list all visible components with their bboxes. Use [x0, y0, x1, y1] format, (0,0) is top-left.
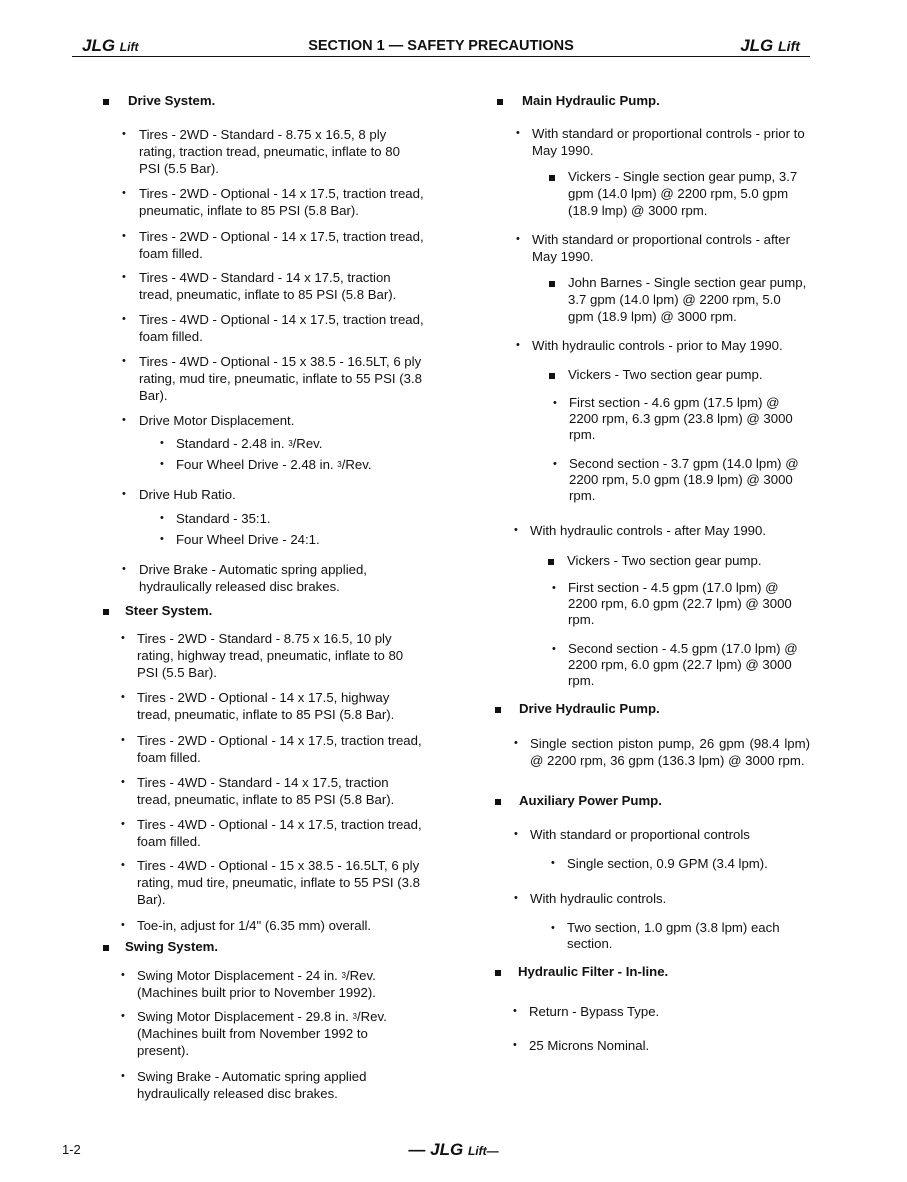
list-item: Tires - 4WD - Optional - 14 x 17.5, traction tread, foam filled. — [137, 817, 422, 849]
footer-logo: — JLG Lift— — [408, 1140, 499, 1159]
list-item: Vickers - Two section gear pump. — [567, 553, 762, 568]
list-item: With standard or proportional controls — [530, 827, 750, 842]
list-item: Tires - 2WD - Standard - 8.75 x 16.5, 10 ply rating, highway tread, pneumatic, inflate to 80 PSI (5.5 Bar). — [137, 631, 404, 680]
list-item: Drive Motor Displacement. — [139, 413, 295, 428]
section-bullet — [497, 99, 503, 105]
sub-bullet — [548, 559, 554, 565]
list-item: With standard or proportional controls - after May 1990. — [532, 232, 791, 264]
bullet: • — [121, 818, 125, 830]
list-item: With hydraulic controls - prior to May 1990. — [532, 338, 783, 353]
list-item: Tires - 4WD - Optional - 15 x 38.5 - 16.5LT, 6 ply rating, mud tire, pneumatic, inflate to 55 PSI (3.8 Bar). — [137, 858, 420, 907]
bullet: • — [122, 488, 126, 500]
section-heading: Drive Hydraulic Pump. — [519, 701, 660, 716]
bullet: • — [514, 737, 518, 749]
list-item: With hydraulic controls. — [530, 891, 667, 906]
section-heading: Main Hydraulic Pump. — [522, 93, 660, 108]
list-item: First section - 4.5 gpm (17.0 lpm) @ 2200 rpm, 6.0 gpm (22.7 lpm) @ 3000 rpm. — [568, 580, 792, 627]
bullet: • — [121, 1070, 125, 1082]
bullet: • — [513, 1039, 517, 1051]
bullet: • — [513, 1005, 517, 1017]
section-heading: Steer System. — [125, 603, 213, 618]
bullet: • — [551, 857, 555, 869]
bullet: • — [122, 128, 126, 140]
list-item: Standard - 2.48 in. $^3$/Rev. — [176, 436, 323, 451]
page-number: 1-2 — [62, 1142, 81, 1157]
list-item: Drive Brake - Automatic spring applied, hydraulically released disc brakes. — [139, 562, 367, 594]
bullet: • — [122, 563, 126, 575]
header-logo-right: JLG Lift — [740, 36, 800, 55]
section-heading: Hydraulic Filter - In-line. — [518, 964, 669, 979]
bullet: • — [552, 582, 556, 594]
bullet: • — [122, 355, 126, 367]
list-item: John Barnes - Single section gear pump, 3.7 gpm (14.0 lpm) @ 2200 rpm, 5.0 gpm (18.9 lpm) @ 3000 rpm. — [568, 275, 807, 324]
list-item: Two section, 1.0 gpm (3.8 lpm) each section. — [567, 920, 780, 951]
section-bullet — [495, 970, 501, 976]
bullet: • — [122, 271, 126, 283]
list-item: Tires - 2WD - Optional - 14 x 17.5, traction tread, pneumatic, inflate to 85 PSI (5.8 Bar). — [139, 186, 424, 218]
section-heading: Drive System. — [128, 93, 216, 108]
list-item: Tires - 4WD - Standard - 14 x 17.5, traction tread, pneumatic, inflate to 85 PSI (5.8 Bar). — [137, 775, 395, 807]
sub-bullet — [549, 175, 555, 181]
list-item: Toe-in, adjust for 1/4" (6.35 mm) overall. — [137, 918, 372, 933]
section-bullet — [103, 609, 109, 615]
list-item: Standard - 35:1. — [176, 511, 271, 526]
bullet: • — [160, 533, 164, 545]
list-item: Return - Bypass Type. — [529, 1004, 660, 1019]
list-item: Tires - 2WD - Optional - 14 x 17.5, highway tread, pneumatic, inflate to 85 PSI (5.8 Bar). — [137, 690, 395, 722]
list-item: Tires - 4WD - Optional - 15 x 38.5 - 16.5LT, 6 ply rating, mud tire, pneumatic, inflate to 55 PSI (3.8 Bar). — [139, 354, 422, 403]
list-item: Tires - 2WD - Optional - 14 x 17.5, traction tread, foam filled. — [137, 733, 422, 765]
bullet: • — [122, 230, 126, 242]
bullet: • — [121, 969, 125, 981]
sub-bullet — [549, 281, 555, 287]
bullet: • — [553, 397, 557, 409]
header-logo-left: JLG Lift — [82, 36, 139, 55]
list-item: 25 Microns Nominal. — [529, 1038, 650, 1053]
bullet: • — [160, 512, 164, 524]
section-bullet — [495, 799, 501, 805]
list-item: Single section piston pump, 26 gpm (98.4 lpm) @ 2200 rpm, 36 gpm (136.3 lpm) @ 3000 rpm. — [530, 736, 810, 768]
list-item: With standard or proportional controls - prior to May 1990. — [532, 126, 805, 158]
list-item: Single section, 0.9 GPM (3.4 lpm). — [567, 856, 768, 871]
bullet: • — [551, 922, 555, 934]
header-title: SECTION 1 — SAFETY PRECAUTIONS — [308, 38, 574, 54]
bullet: • — [516, 339, 520, 351]
bullet: • — [121, 632, 125, 644]
list-item: Four Wheel Drive - 24:1. — [176, 532, 320, 547]
bullet: • — [516, 127, 520, 139]
section-bullet — [103, 945, 109, 951]
list-item: Swing Motor Displacement - 29.8 in. $^3$/Rev. (Machines built from November 1992 to present). — [137, 1009, 387, 1058]
list-item: With hydraulic controls - after May 1990. — [530, 523, 767, 538]
bullet: • — [121, 776, 125, 788]
list-item: Tires - 2WD - Standard - 8.75 x 16.5, 8 ply rating, traction tread, pneumatic, inflate to 80 PSI (5.5 Bar). — [139, 127, 400, 176]
list-item: First section - 4.6 gpm (17.5 lpm) @ 2200 rpm, 6.3 gpm (23.8 lpm) @ 3000 rpm. — [569, 395, 793, 442]
bullet: • — [122, 414, 126, 426]
bullet: • — [514, 892, 518, 904]
bullet: • — [516, 233, 520, 245]
list-item: Drive Hub Ratio. — [139, 487, 236, 502]
bullet: • — [160, 458, 164, 470]
list-item: Four Wheel Drive - 2.48 in. $^3$/Rev. — [176, 457, 372, 472]
list-item: Tires - 4WD - Standard - 14 x 17.5, traction tread, pneumatic, inflate to 85 PSI (5.8 Bar). — [139, 270, 397, 302]
bullet: • — [121, 734, 125, 746]
list-item: Vickers - Single section gear pump, 3.7 gpm (14.0 lpm) @ 2200 rpm, 5.0 gpm (18.9 lmp) @ 3000 rpm. — [568, 169, 798, 218]
bullet: • — [552, 643, 556, 655]
section-bullet — [103, 99, 109, 105]
bullet: • — [122, 187, 126, 199]
bullet: • — [121, 1010, 125, 1022]
bullet: • — [121, 859, 125, 871]
bullet: • — [514, 828, 518, 840]
bullet: • — [514, 524, 518, 536]
list-item: Second section - 3.7 gpm (14.0 lpm) @ 2200 rpm, 5.0 gpm (18.9 lpm) @ 3000 rpm. — [569, 456, 799, 503]
list-item: Tires - 2WD - Optional - 14 x 17.5, traction tread, foam filled. — [139, 229, 424, 261]
list-item: Vickers - Two section gear pump. — [568, 367, 763, 382]
bullet: • — [553, 458, 557, 470]
bullet: • — [122, 313, 126, 325]
bullet: • — [160, 437, 164, 449]
list-item: Swing Brake - Automatic spring applied hydraulically released disc brakes. — [137, 1069, 367, 1101]
header-rule — [72, 56, 810, 57]
sub-bullet — [549, 373, 555, 379]
bullet: • — [121, 691, 125, 703]
section-heading: Auxiliary Power Pump. — [519, 793, 662, 808]
section-heading: Swing System. — [125, 939, 219, 954]
bullet: • — [121, 919, 125, 931]
page-header — [72, 36, 810, 56]
list-item: Tires - 4WD - Optional - 14 x 17.5, traction tread, foam filled. — [139, 312, 424, 344]
list-item: Second section - 4.5 gpm (17.0 lpm) @ 2200 rpm, 6.0 gpm (22.7 lpm) @ 3000 rpm. — [568, 641, 798, 688]
section-bullet — [495, 707, 501, 713]
list-item: Swing Motor Displacement - 24 in. $^3$/Rev. (Machines built prior to November 1992). — [137, 968, 376, 1000]
